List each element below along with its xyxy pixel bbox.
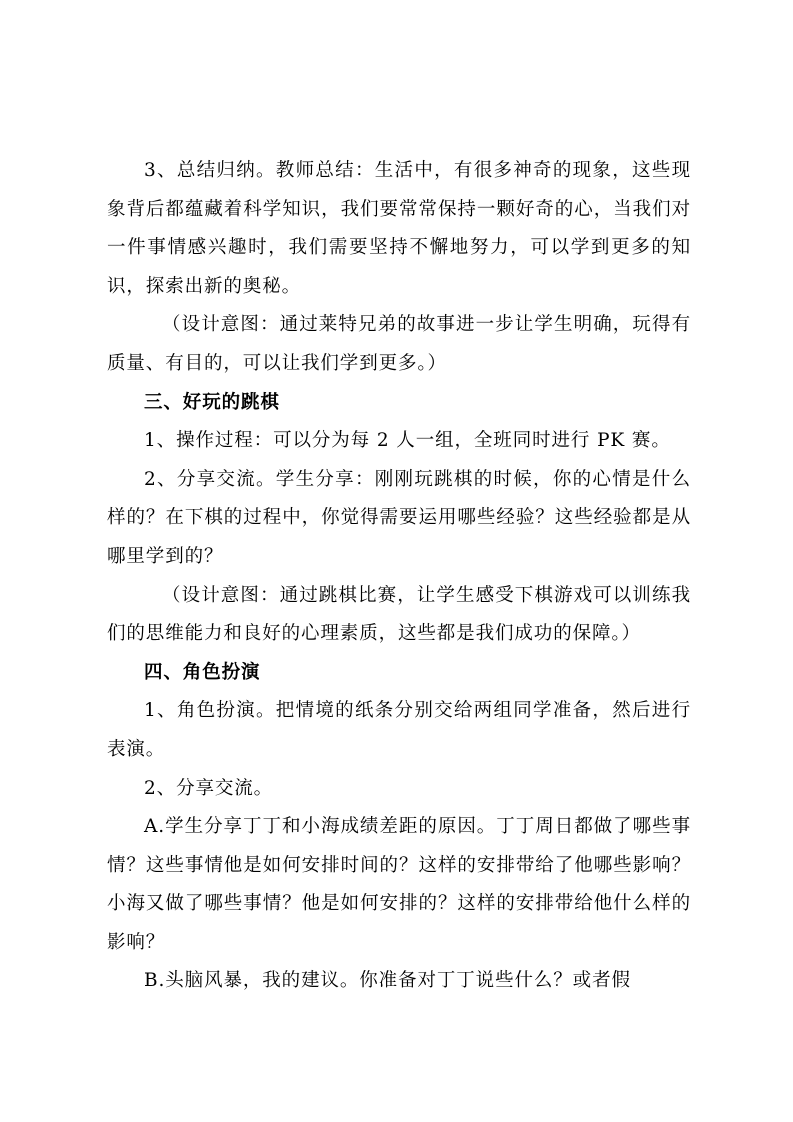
document-body	[107, 152, 691, 1001]
design-intent-note-1: （设计意图：通过莱特兄弟的故事进一步让学生明确，玩得有质量、有目的，可以让我们学到更多。）	[107, 314, 691, 374]
section-heading-4: 四、角色扮演	[144, 661, 261, 683]
role-play-paragraph: 1、角色扮演。把情境的纸条分别交给两组同学准备，然后进行表演。	[107, 700, 691, 760]
item-a-paragraph: A.学生分享丁丁和小海成绩差距的原因。丁丁周日都做了哪些事情？这些事情他是如何安排时间的？这样的安排带给了他哪些影响？小海又做了哪些事情？他是如何安排的？这样的安排带给他什么样的影响？	[107, 816, 691, 953]
summary-paragraph: 3、总结归纳。教师总结：生活中，有很多神奇的现象，这些现象背后都蕴藏着科学知识，我们要常常保持一颗好奇的心，当我们对一件事情感兴趣时，我们需要坚持不懈地努力，可以学到更多的知识，探索出新的奥秘。	[107, 160, 691, 297]
section-heading-3: 三、好玩的跳棋	[144, 391, 280, 413]
sharing-exchange-paragraph: 2、分享交流。学生分享：刚刚玩跳棋的时候，你的心情是什么样的？在下棋的过程中，你觉得需要运用哪些经验？这些经验都是从哪里学到的？	[107, 468, 691, 567]
sharing-exchange-label: 2、分享交流。	[144, 777, 274, 799]
operation-process-paragraph: 1、操作过程：可以分为每 2 人一组，全班同时进行 PK 赛。	[144, 430, 671, 452]
design-intent-note-2: （设计意图：通过跳棋比赛，让学生感受下棋游戏可以训练我们的思维能力和良好的心理素质，这些都是我们成功的保障。）	[107, 584, 691, 645]
item-b-paragraph: B.头脑风暴，我的建议。你准备对丁丁说些什么？或者假	[144, 970, 631, 992]
